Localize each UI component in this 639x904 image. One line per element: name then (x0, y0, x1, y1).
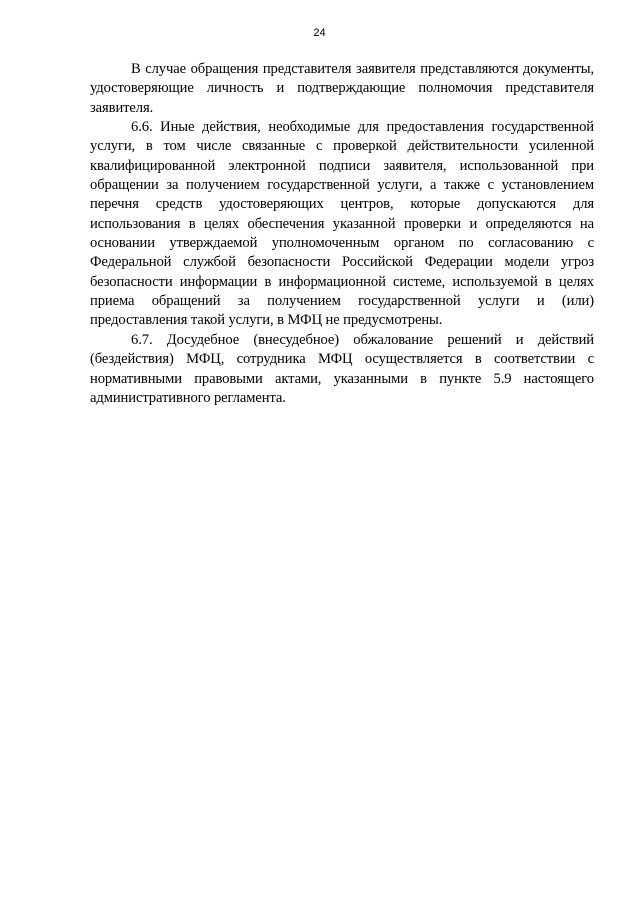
paragraph-6-7: 6.7. Досудебное (внесудебное) обжалование решений и действий (бездействия) МФЦ, сотрудника МФЦ осуществляется в соответствии с нормативными правовыми актами, указанными в пункте 5.9 настоящего административного регламента. (90, 331, 594, 406)
page-number: 24 (313, 27, 326, 39)
paragraph-6-6: 6.6. Иные действия, необходимые для предоставления государственной услуги, в том числе связанные с проверкой действительности усиленной квалифицированной электронной подписи заявителя, использованной при обращении за получением государственной услуги, а также с установлением перечня средств удостоверяющих центров, которые допускаются для использования в целях обеспечения указанной проверки и определяются на основании утверждаемой уполномоченным органом по согласованию с Федеральной службой безопасности Российской Федерации модели угроз безопасности информации в информационной системе, используемой в целях приема обращений за получением государственной услуги и (или) предоставления такой услуги, в МФЦ не предусмотрены. (90, 119, 594, 329)
paragraph-representative-documents: В случае обращения представителя заявителя представляются документы, удостоверяющие личность и подтверждающие полномочия представителя заявителя. (90, 61, 594, 116)
document-body (90, 60, 594, 408)
